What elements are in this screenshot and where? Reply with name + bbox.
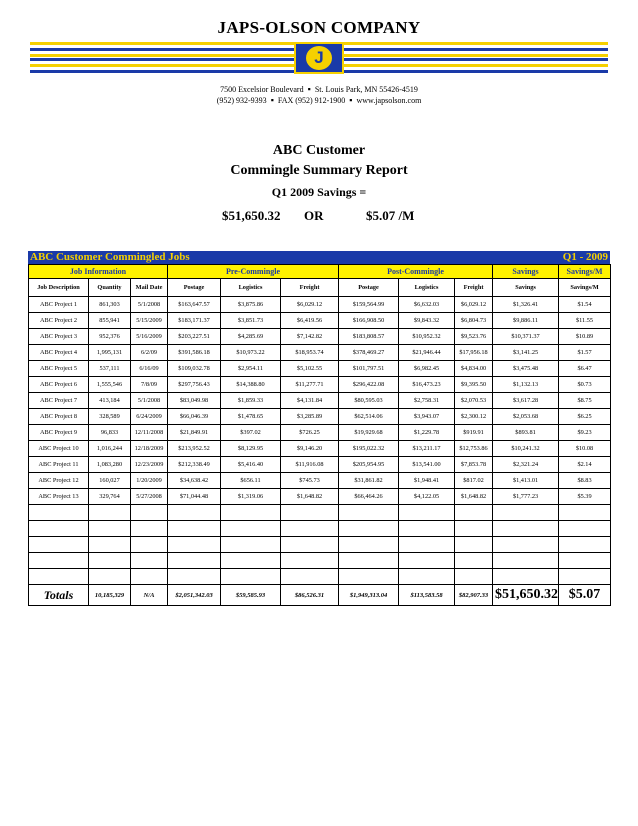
table-cell: $7,853.78 [455, 457, 493, 473]
company-logo [294, 42, 344, 74]
table-cell: $1,648.82 [455, 489, 493, 505]
separator-icon: ▪ [270, 95, 274, 105]
blank-cell [455, 569, 493, 585]
table-cell: 5/1/2008 [131, 297, 168, 313]
table-cell: $2.14 [559, 457, 611, 473]
table-cell: 1,016,244 [89, 441, 131, 457]
street-address: 7500 Excelsior Boulevard [220, 85, 304, 94]
table-cell: $212,338.49 [168, 457, 221, 473]
table-cell: $4,834.00 [455, 361, 493, 377]
table-cell: $17,956.18 [455, 345, 493, 361]
table-cell: $726.25 [281, 425, 339, 441]
col-savings-m: Savings/M [559, 279, 611, 297]
table-cell: $3,141.25 [493, 345, 559, 361]
table-cell: ABC Project 8 [29, 409, 89, 425]
blank-cell [29, 569, 89, 585]
table-cell: $2,758.31 [399, 393, 455, 409]
table-cell: $14,388.80 [221, 377, 281, 393]
blank-row [29, 521, 611, 537]
table-cell: $31,861.82 [339, 473, 399, 489]
blank-cell [455, 553, 493, 569]
table-cell: ABC Project 5 [29, 361, 89, 377]
table-cell: $10,952.32 [399, 329, 455, 345]
address-line-2 [0, 95, 638, 105]
table-cell: 329,764 [89, 489, 131, 505]
table-cell: $80,595.03 [339, 393, 399, 409]
table-cell: $893.81 [493, 425, 559, 441]
blank-row [29, 553, 611, 569]
table-cell: $8,129.95 [221, 441, 281, 457]
website: www.japsolson.com [356, 96, 422, 105]
company-name: JAPS-OLSON COMPANY [217, 18, 421, 37]
blank-cell [281, 521, 339, 537]
blank-cell [399, 553, 455, 569]
table-row [29, 489, 611, 505]
table-row [29, 361, 611, 377]
column-header-row [29, 279, 611, 297]
blank-cell [493, 521, 559, 537]
total-mail-date: N/A [131, 585, 168, 606]
table-cell: $9,146.20 [281, 441, 339, 457]
blank-cell [168, 505, 221, 521]
table-cell: $3,875.86 [221, 297, 281, 313]
blank-cell [455, 537, 493, 553]
table-row [29, 425, 611, 441]
table-cell: $6,632.03 [399, 297, 455, 313]
table-cell: $166,908.50 [339, 313, 399, 329]
table-cell: $5,102.55 [281, 361, 339, 377]
table-cell: $10,241.32 [493, 441, 559, 457]
address-line-1 [0, 84, 638, 94]
table-cell: ABC Project 4 [29, 345, 89, 361]
table-cell: ABC Project 3 [29, 329, 89, 345]
city-address: St. Louis Park, MN 55426-4519 [314, 85, 418, 94]
table-cell: $9,843.32 [399, 313, 455, 329]
table-cell: $3,851.73 [221, 313, 281, 329]
table-cell: $6,419.56 [281, 313, 339, 329]
table-cell: 12/18/2009 [131, 441, 168, 457]
blank-cell [281, 569, 339, 585]
table-cell: $21,849.91 [168, 425, 221, 441]
table-cell: $391,586.18 [168, 345, 221, 361]
col-pre-freight: Freight [281, 279, 339, 297]
commingle-table [28, 264, 611, 606]
blank-cell [168, 537, 221, 553]
total-pre-postage: $2,051,342.03 [168, 585, 221, 606]
total-savings: $51,650.32 [222, 208, 281, 223]
table-cell: $71,044.48 [168, 489, 221, 505]
table-cell: $6,804.73 [455, 313, 493, 329]
table-cell: ABC Project 9 [29, 425, 89, 441]
blank-cell [399, 521, 455, 537]
blank-cell [559, 569, 611, 585]
total-post-postage: $1,949,313.04 [339, 585, 399, 606]
group-pre-commingle: Pre-Commingle [168, 265, 339, 279]
blank-cell [559, 537, 611, 553]
table-cell: 1,555,546 [89, 377, 131, 393]
table-cell: 1,995,131 [89, 345, 131, 361]
total-pre-freight: $86,526.31 [281, 585, 339, 606]
table-cell: 6/2/09 [131, 345, 168, 361]
table-cell: $1,229.78 [399, 425, 455, 441]
table-cell: $378,469.27 [339, 345, 399, 361]
blank-cell [455, 505, 493, 521]
blank-cell [29, 553, 89, 569]
col-savings: Savings [493, 279, 559, 297]
table-cell: $3,617.28 [493, 393, 559, 409]
blank-cell [281, 537, 339, 553]
table-cell: ABC Project 7 [29, 393, 89, 409]
table-cell: $159,564.99 [339, 297, 399, 313]
table-cell: $8.83 [559, 473, 611, 489]
table-cell: 952,376 [89, 329, 131, 345]
table-cell: $9,395.50 [455, 377, 493, 393]
table-cell: 5/15/2009 [131, 313, 168, 329]
table-cell: 12/23/2009 [131, 457, 168, 473]
table-cell: $66,464.26 [339, 489, 399, 505]
table-cell: $1,413.01 [493, 473, 559, 489]
table-cell: $21,946.44 [399, 345, 455, 361]
table-cell: 1,083,280 [89, 457, 131, 473]
blank-cell [339, 521, 399, 537]
blank-cell [221, 537, 281, 553]
table-cell: $10,371.37 [493, 329, 559, 345]
table-cell: $163,647.57 [168, 297, 221, 313]
table-cell: $1,132.13 [493, 377, 559, 393]
group-savings-m: Savings/M [559, 265, 611, 279]
blank-rows [29, 505, 611, 585]
table-cell: $6,982.45 [399, 361, 455, 377]
separator-icon: ▪ [349, 95, 353, 105]
table-cell: $1,777.23 [493, 489, 559, 505]
col-pre-logistics: Logistics [221, 279, 281, 297]
table-cell: $10.08 [559, 441, 611, 457]
blank-cell [29, 537, 89, 553]
blank-cell [559, 505, 611, 521]
blank-cell [493, 553, 559, 569]
table-cell: $34,638.42 [168, 473, 221, 489]
blank-cell [131, 537, 168, 553]
blank-cell [339, 537, 399, 553]
period-label: Q1 2009 Savings = [271, 185, 367, 199]
col-job-description: Job Description [29, 279, 89, 297]
table-row [29, 473, 611, 489]
col-pre-postage: Postage [168, 279, 221, 297]
group-savings: Savings [493, 265, 559, 279]
table-row [29, 441, 611, 457]
blank-cell [455, 521, 493, 537]
table-cell: $1.54 [559, 297, 611, 313]
table-cell: $1.57 [559, 345, 611, 361]
table-cell: $397.02 [221, 425, 281, 441]
table-cell: $919.91 [455, 425, 493, 441]
table-cell: 6/24/2009 [131, 409, 168, 425]
table-cell: 96,833 [89, 425, 131, 441]
fax: FAX (952) 912-1900 [277, 96, 346, 105]
table-cell: $12,753.86 [455, 441, 493, 457]
blank-cell [221, 569, 281, 585]
table-cell: $9.23 [559, 425, 611, 441]
blank-cell [89, 569, 131, 585]
blank-cell [493, 505, 559, 521]
table-row [29, 297, 611, 313]
blank-cell [29, 505, 89, 521]
table-cell: $2,321.24 [493, 457, 559, 473]
blank-cell [559, 521, 611, 537]
blank-cell [281, 505, 339, 521]
table-cell: $9,523.76 [455, 329, 493, 345]
blank-cell [339, 569, 399, 585]
col-post-logistics: Logistics [399, 279, 455, 297]
table-cell: $2,954.11 [221, 361, 281, 377]
blank-cell [339, 505, 399, 521]
table-cell: $1,326.41 [493, 297, 559, 313]
table-cell: 5/27/2008 [131, 489, 168, 505]
phone: (952) 932-9393 [216, 96, 267, 105]
table-cell: $3,475.48 [493, 361, 559, 377]
table-cell: 537,111 [89, 361, 131, 377]
table-cell: $1,478.65 [221, 409, 281, 425]
table-cell: $2,070.53 [455, 393, 493, 409]
table-row [29, 377, 611, 393]
table-row [29, 313, 611, 329]
table-cell: $13,211.17 [399, 441, 455, 457]
table-cell: $2,300.12 [455, 409, 493, 425]
total-savings-m-cell: $5.07 [559, 585, 611, 606]
table-cell: $2,053.68 [493, 409, 559, 425]
banner-title: ABC Customer Commingled Jobs [30, 251, 190, 263]
blank-cell [89, 521, 131, 537]
blank-cell [89, 537, 131, 553]
table-cell: $62,514.06 [339, 409, 399, 425]
table-cell: $3,285.89 [281, 409, 339, 425]
data-rows [29, 297, 611, 505]
blank-cell [493, 569, 559, 585]
blank-cell [131, 553, 168, 569]
table-cell: $183,808.57 [339, 329, 399, 345]
table-cell: $1,648.82 [281, 489, 339, 505]
blank-cell [221, 553, 281, 569]
table-cell: $6.25 [559, 409, 611, 425]
total-quantity: 10,185,329 [89, 585, 131, 606]
table-cell: $817.02 [455, 473, 493, 489]
table-cell: $656.11 [221, 473, 281, 489]
table-cell: $6,029.12 [281, 297, 339, 313]
group-job-info: Job Information [29, 265, 168, 279]
table-cell: ABC Project 1 [29, 297, 89, 313]
table-cell: $9,886.11 [493, 313, 559, 329]
table-cell: ABC Project 2 [29, 313, 89, 329]
table-cell: $296,422.08 [339, 377, 399, 393]
table-cell: 160,027 [89, 473, 131, 489]
table-cell: ABC Project 11 [29, 457, 89, 473]
table-cell: $297,756.43 [168, 377, 221, 393]
table-cell: 6/16/09 [131, 361, 168, 377]
table-cell: $101,797.51 [339, 361, 399, 377]
col-post-freight: Freight [455, 279, 493, 297]
blank-cell [281, 553, 339, 569]
banner-period: Q1 - 2009 [562, 251, 608, 263]
table-cell: $11,916.08 [281, 457, 339, 473]
blank-cell [168, 553, 221, 569]
table-cell: $11.55 [559, 313, 611, 329]
table-row [29, 409, 611, 425]
totals-row [29, 585, 611, 606]
table-cell: ABC Project 10 [29, 441, 89, 457]
table-cell: $66,046.39 [168, 409, 221, 425]
table-cell: ABC Project 12 [29, 473, 89, 489]
total-savings-cell: $51,650.32 [493, 585, 559, 606]
table-row [29, 329, 611, 345]
blank-cell [131, 569, 168, 585]
blank-row [29, 569, 611, 585]
or-label: OR [304, 208, 324, 223]
col-quantity: Quantity [89, 279, 131, 297]
blank-cell [221, 521, 281, 537]
table-row [29, 345, 611, 361]
blank-cell [168, 569, 221, 585]
table-row [29, 393, 611, 409]
table-cell: $6,029.12 [455, 297, 493, 313]
table-cell: 855,941 [89, 313, 131, 329]
table-cell: $0.73 [559, 377, 611, 393]
table-cell: 12/11/2008 [131, 425, 168, 441]
table-cell: 5/1/2008 [131, 393, 168, 409]
report-title: Commingle Summary Report [230, 163, 408, 178]
table-cell: $203,227.51 [168, 329, 221, 345]
table-cell: 7/8/09 [131, 377, 168, 393]
logo-letter: J [306, 46, 332, 70]
col-mail-date: Mail Date [131, 279, 168, 297]
table-cell: $13,541.00 [399, 457, 455, 473]
blank-cell [221, 505, 281, 521]
table-cell: ABC Project 13 [29, 489, 89, 505]
blank-cell [399, 569, 455, 585]
table-cell: $8.75 [559, 393, 611, 409]
blank-row [29, 537, 611, 553]
blank-cell [168, 521, 221, 537]
table-cell: ABC Project 6 [29, 377, 89, 393]
col-post-postage: Postage [339, 279, 399, 297]
table-cell: $195,022.32 [339, 441, 399, 457]
table-cell: $213,952.52 [168, 441, 221, 457]
total-post-freight: $82,907.33 [455, 585, 493, 606]
table-cell: $7,142.82 [281, 329, 339, 345]
total-post-logistics: $113,583.58 [399, 585, 455, 606]
table-cell: $6.47 [559, 361, 611, 377]
blank-cell [29, 521, 89, 537]
table-cell: $18,953.74 [281, 345, 339, 361]
table-cell: $19,929.68 [339, 425, 399, 441]
table-cell: $5.39 [559, 489, 611, 505]
table-banner [28, 251, 610, 264]
table-cell: $1,948.41 [399, 473, 455, 489]
blank-cell [339, 553, 399, 569]
table-cell: 5/16/2009 [131, 329, 168, 345]
group-header-row [29, 265, 611, 279]
blank-cell [399, 505, 455, 521]
table-cell: $5,416.40 [221, 457, 281, 473]
total-pre-logistics: $59,585.93 [221, 585, 281, 606]
table-cell: $11,277.71 [281, 377, 339, 393]
table-cell: $1,859.33 [221, 393, 281, 409]
customer-name: ABC Customer [272, 143, 366, 158]
table-cell: $4,122.05 [399, 489, 455, 505]
savings-per-m: $5.07 /M [366, 208, 415, 223]
blank-cell [131, 521, 168, 537]
blank-cell [493, 537, 559, 553]
table-cell: $183,171.37 [168, 313, 221, 329]
table-cell: $745.73 [281, 473, 339, 489]
table-cell: 1/20/2009 [131, 473, 168, 489]
blank-cell [399, 537, 455, 553]
table-cell: $3,943.07 [399, 409, 455, 425]
group-post-commingle: Post-Commingle [339, 265, 493, 279]
table-cell: $4,285.69 [221, 329, 281, 345]
blank-cell [559, 553, 611, 569]
table-cell: $83,049.98 [168, 393, 221, 409]
table-row [29, 457, 611, 473]
table-cell: $109,032.78 [168, 361, 221, 377]
table-cell: $4,131.84 [281, 393, 339, 409]
table-cell: 413,184 [89, 393, 131, 409]
totals-label: Totals [29, 585, 89, 606]
separator-icon: ▪ [307, 84, 311, 94]
blank-cell [89, 553, 131, 569]
table-cell: $1,319.06 [221, 489, 281, 505]
table-cell: $16,473.23 [399, 377, 455, 393]
table-cell: $205,954.95 [339, 457, 399, 473]
blank-cell [131, 505, 168, 521]
blank-row [29, 505, 611, 521]
table-cell: 328,589 [89, 409, 131, 425]
table-cell: $10.89 [559, 329, 611, 345]
table-cell: 861,303 [89, 297, 131, 313]
blank-cell [89, 505, 131, 521]
table-cell: $10,973.22 [221, 345, 281, 361]
